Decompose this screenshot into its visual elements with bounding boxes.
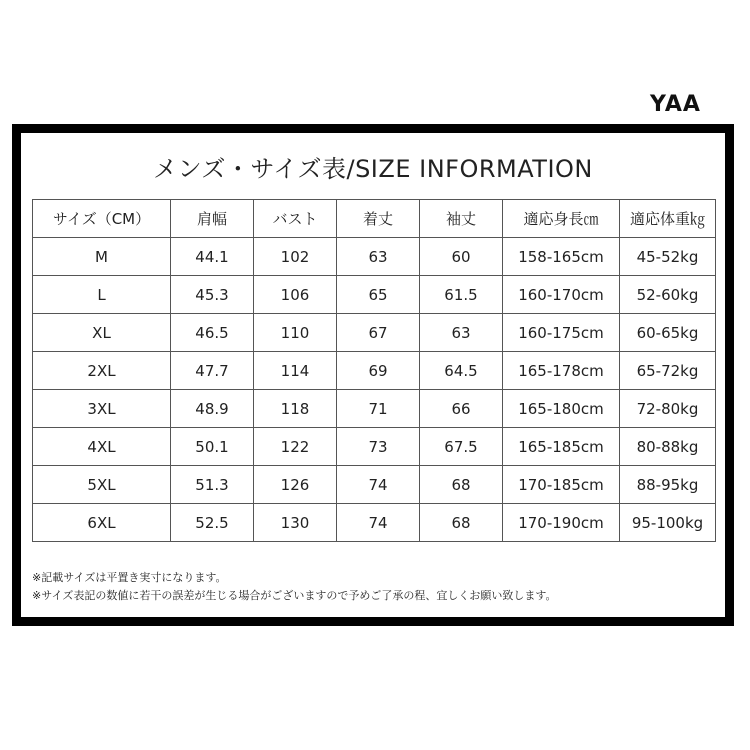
cell-size: 5XL: [33, 466, 171, 504]
table-row: [33, 504, 716, 542]
cell-length: 65: [337, 276, 420, 314]
cell-length: 74: [337, 504, 420, 542]
header-height: 適応身長㎝: [503, 200, 620, 238]
cell-length: 73: [337, 428, 420, 466]
cell-sleeve: 61.5: [420, 276, 503, 314]
cell-height: 170-190cm: [503, 504, 620, 542]
cell-height: 160-170cm: [503, 276, 620, 314]
cell-sleeve: 66: [420, 390, 503, 428]
cell-height: 165-185cm: [503, 428, 620, 466]
cell-sleeve: 67.5: [420, 428, 503, 466]
cell-shoulder: 47.7: [171, 352, 254, 390]
cell-shoulder: 50.1: [171, 428, 254, 466]
cell-weight: 95-100kg: [620, 504, 716, 542]
cell-sleeve: 68: [420, 466, 503, 504]
cell-shoulder: 45.3: [171, 276, 254, 314]
brand-logo: YAA: [650, 92, 701, 117]
table-row: [33, 238, 716, 276]
cell-sleeve: 68: [420, 504, 503, 542]
cell-bust: 114: [254, 352, 337, 390]
cell-bust: 126: [254, 466, 337, 504]
cell-weight: 65-72kg: [620, 352, 716, 390]
header-weight: 適応体重㎏: [620, 200, 716, 238]
cell-shoulder: 51.3: [171, 466, 254, 504]
table-row: [33, 276, 716, 314]
cell-weight: 72-80kg: [620, 390, 716, 428]
cell-size: 3XL: [33, 390, 171, 428]
table-row: [33, 352, 716, 390]
header-size: サイズ（CM）: [33, 200, 171, 238]
page-title: メンズ・サイズ表/SIZE INFORMATION: [153, 155, 593, 183]
cell-size: XL: [33, 314, 171, 352]
cell-length: 63: [337, 238, 420, 276]
cell-sleeve: 64.5: [420, 352, 503, 390]
cell-height: 158-165cm: [503, 238, 620, 276]
header-shoulder: 肩幅: [171, 200, 254, 238]
cell-weight: 45-52kg: [620, 238, 716, 276]
table-header-row: [33, 200, 716, 238]
header-bust: バスト: [254, 200, 337, 238]
cell-size: L: [33, 276, 171, 314]
cell-bust: 106: [254, 276, 337, 314]
cell-size: 2XL: [33, 352, 171, 390]
cell-size: 6XL: [33, 504, 171, 542]
table-row: [33, 314, 716, 352]
header-sleeve: 袖丈: [420, 200, 503, 238]
header-length: 着丈: [337, 200, 420, 238]
cell-shoulder: 44.1: [171, 238, 254, 276]
cell-height: 170-185cm: [503, 466, 620, 504]
cell-bust: 122: [254, 428, 337, 466]
cell-length: 67: [337, 314, 420, 352]
note-line: ※記載サイズは平置き実寸になります。: [32, 571, 227, 584]
table-row: [33, 390, 716, 428]
cell-length: 71: [337, 390, 420, 428]
cell-size: 4XL: [33, 428, 171, 466]
cell-bust: 130: [254, 504, 337, 542]
cell-weight: 60-65kg: [620, 314, 716, 352]
size-chart-frame: [12, 124, 734, 626]
cell-bust: 102: [254, 238, 337, 276]
cell-height: 160-175cm: [503, 314, 620, 352]
cell-bust: 118: [254, 390, 337, 428]
cell-length: 69: [337, 352, 420, 390]
cell-height: 165-178cm: [503, 352, 620, 390]
cell-weight: 80-88kg: [620, 428, 716, 466]
cell-size: M: [33, 238, 171, 276]
cell-length: 74: [337, 466, 420, 504]
cell-sleeve: 63: [420, 314, 503, 352]
cell-weight: 52-60kg: [620, 276, 716, 314]
cell-shoulder: 48.9: [171, 390, 254, 428]
cell-sleeve: 60: [420, 238, 503, 276]
size-table: [32, 199, 716, 542]
table-row: [33, 428, 716, 466]
cell-weight: 88-95kg: [620, 466, 716, 504]
cell-bust: 110: [254, 314, 337, 352]
cell-shoulder: 52.5: [171, 504, 254, 542]
table-row: [33, 466, 716, 504]
cell-shoulder: 46.5: [171, 314, 254, 352]
cell-height: 165-180cm: [503, 390, 620, 428]
notes: [32, 569, 556, 605]
note-line: ※サイズ表記の数値に若干の誤差が生じる場合がございますので予めご了承の程、宜しくお願い致します。: [32, 589, 557, 602]
